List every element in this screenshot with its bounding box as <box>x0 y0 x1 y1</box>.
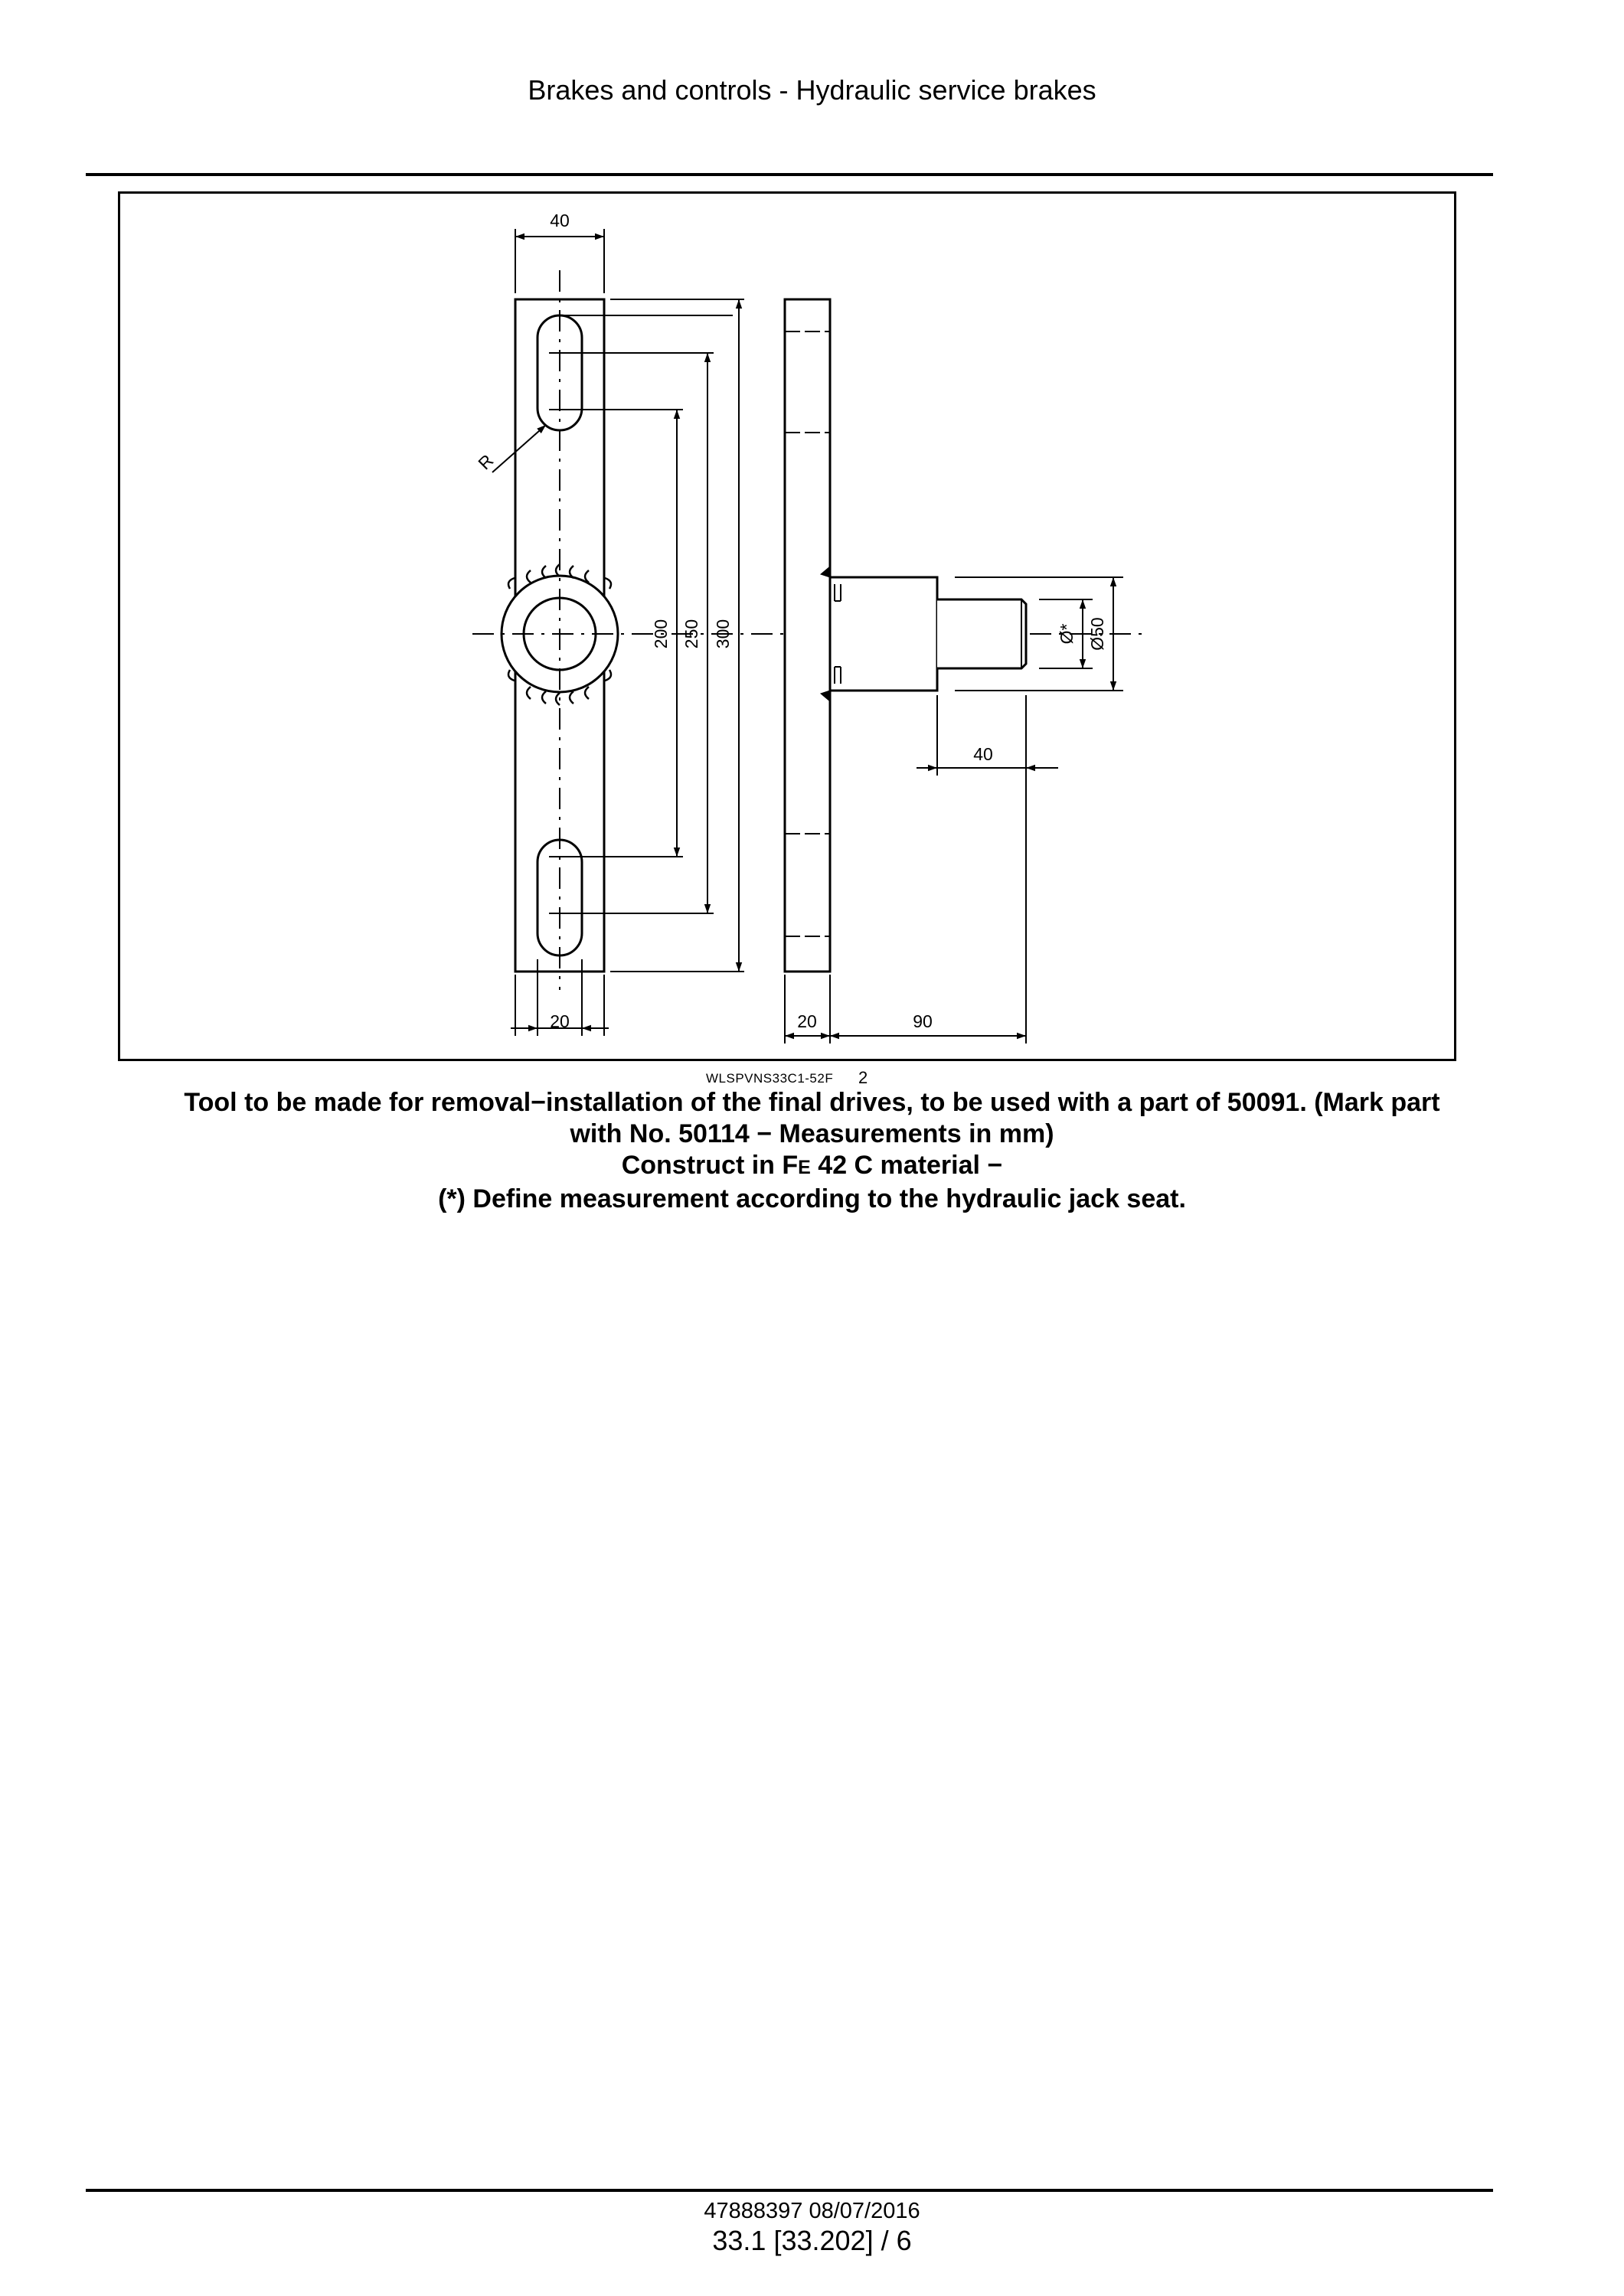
label-pin-length: 40 <box>973 744 993 764</box>
footer-rule <box>86 2189 1493 2192</box>
caption-line-1: Tool to be made for removal−installation of the final drives, to be used with a part of 50091. (Mark part <box>184 1088 1440 1117</box>
caption-line-3-start: Construct in F <box>621 1151 799 1180</box>
label-pin-diameter: Ø* <box>1057 623 1077 645</box>
technical-drawing-frame <box>118 191 1456 1061</box>
label-shaft-length: 90 <box>913 1011 933 1031</box>
figure-number: 2 <box>858 1068 868 1087</box>
caption-line-3-smallcaps: E <box>798 1157 811 1178</box>
caption-line-3 <box>107 1150 1517 1184</box>
pin <box>937 599 1026 668</box>
label-plate-thickness: 20 <box>797 1011 817 1031</box>
caption-line-3-end: 42 C material − <box>810 1151 1003 1180</box>
label-slot-width: 20 <box>550 1011 570 1031</box>
caption-line-2: with No. 50114 − Measurements in mm) <box>570 1119 1054 1148</box>
main-shaft <box>830 577 937 691</box>
footer-document-id: 47888397 08/07/2016 <box>704 2199 920 2223</box>
header-rule <box>86 173 1493 176</box>
caption-line-4: (*) Define measurement according to the hydraulic jack seat. <box>438 1184 1186 1213</box>
radius-leader <box>492 425 546 472</box>
label-width-top: 40 <box>550 211 570 230</box>
label-250: 250 <box>681 619 701 649</box>
side-view <box>785 299 1123 1043</box>
figure-reference: WLSPVNS33C1-52F <box>706 1071 834 1086</box>
label-200: 200 <box>651 619 671 649</box>
label-shaft-diameter: Ø50 <box>1087 617 1107 651</box>
technical-drawing <box>120 194 1459 1063</box>
upper-slot <box>538 315 582 430</box>
label-radius: R <box>474 450 498 474</box>
label-300: 300 <box>713 619 733 649</box>
footer-page-number: 33.1 [33.202] / 6 <box>712 2225 912 2256</box>
plate-side <box>785 299 830 972</box>
page-header-title: Brakes and controls - Hydraulic service brakes <box>528 74 1096 106</box>
figure-caption <box>107 1087 1517 1215</box>
